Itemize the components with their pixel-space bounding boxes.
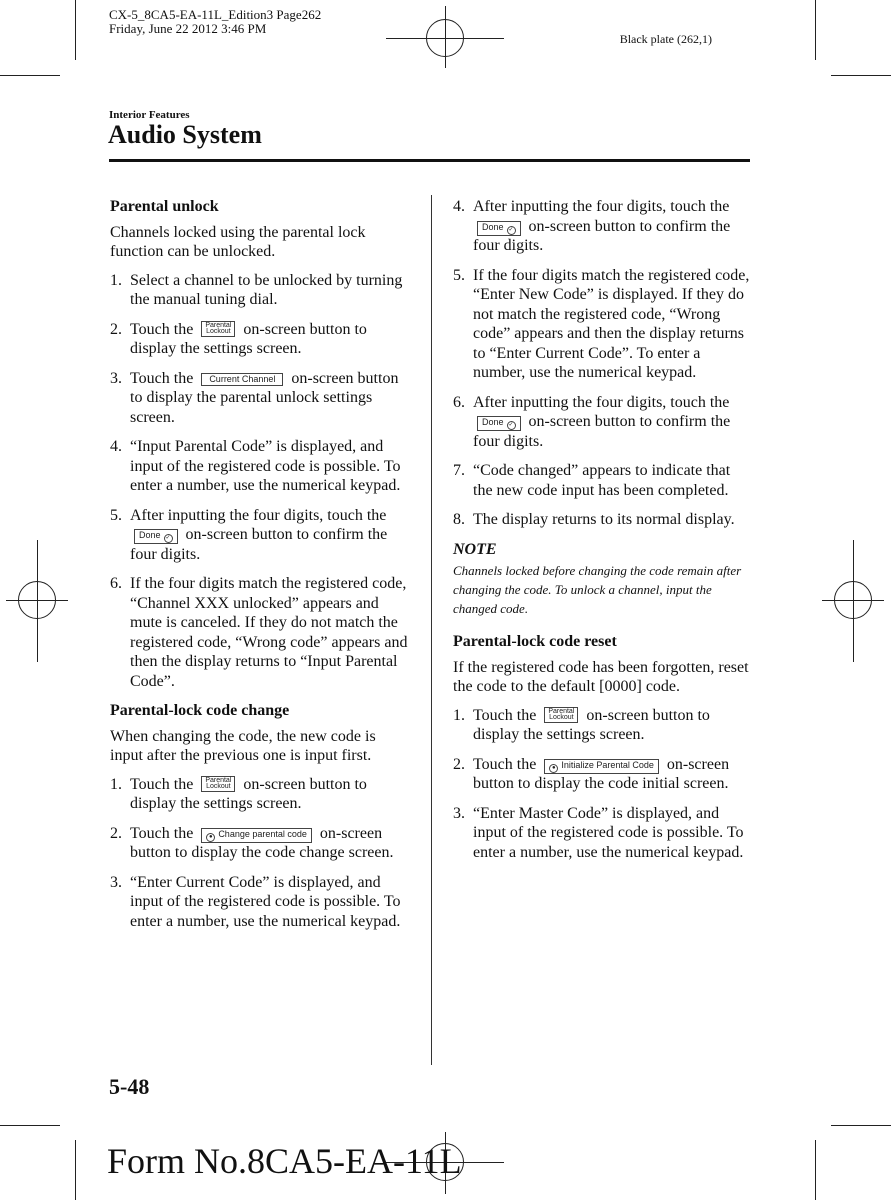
- step-text-part: Touch the: [130, 320, 194, 338]
- button-text: Parental: [205, 776, 232, 784]
- done-button-icon: [477, 416, 521, 431]
- step-number: 2.: [453, 755, 465, 773]
- step-text-part: on-screen button to display the settings screen.: [130, 320, 367, 357]
- step-text: “Code changed” appears to indicate that the new code input has been completed.: [473, 462, 731, 499]
- step-text: [473, 706, 753, 745]
- step-text-part: on-screen button to display the code initial screen.: [473, 755, 730, 792]
- check-icon: ✓: [508, 422, 514, 428]
- column-divider: [431, 195, 432, 1065]
- step-text: “Enter Current Code” is displayed, and input of the registered code is possible. To enter a number, use the numerical keypad.: [130, 873, 401, 930]
- step-text: [130, 320, 410, 359]
- list-item: [453, 197, 753, 256]
- crop-mark: [75, 1140, 76, 1200]
- step-text: [130, 369, 410, 428]
- button-text: Parental: [548, 707, 575, 715]
- parental-lockout-button-icon: [544, 707, 578, 723]
- initialize-parental-code-button-icon: [544, 759, 659, 774]
- list-item: [110, 320, 410, 359]
- button-text: Change parental code: [218, 828, 307, 839]
- step-text: [130, 506, 410, 565]
- step-text: Select a channel to be unlocked by turning the manual tuning dial.: [130, 271, 403, 308]
- plate-label: Black plate (262,1): [619, 32, 712, 46]
- form-number: Form No.8CA5-EA-11L: [107, 1141, 462, 1181]
- heading-code-change: Parental-lock code change: [110, 702, 290, 719]
- step-text-part: Touch the: [130, 369, 194, 387]
- crop-mark: [815, 1140, 816, 1200]
- step-number: 4.: [453, 198, 465, 215]
- radio-dot-icon: ●: [206, 833, 215, 842]
- list-item: [453, 461, 753, 500]
- step-text-part: on-screen button to display the code change screen.: [130, 824, 394, 861]
- step-text-part: Touch the: [473, 706, 537, 724]
- change-steps-continued: [453, 197, 753, 530]
- note-body: Channels locked before changing the code remain after changing the code. To unlock a channel, input the changed code.: [453, 563, 742, 616]
- step-number: 2.: [110, 824, 122, 842]
- list-item: [453, 755, 753, 794]
- step-number: 3.: [110, 873, 122, 891]
- current-channel-button-icon: Current Channel: [201, 373, 283, 386]
- step-number: 5.: [110, 506, 122, 524]
- step-text-part: on-screen button to display the parental unlock settings screen.: [130, 369, 399, 426]
- list-item: [110, 873, 410, 932]
- step-number: 6.: [110, 575, 122, 592]
- change-parental-code-button-icon: [201, 828, 312, 843]
- page-title: Audio System: [108, 120, 262, 149]
- step-text: [473, 197, 753, 256]
- list-item: [110, 775, 410, 814]
- button-text: Done: [139, 530, 161, 540]
- paragraph: If the registered code has been forgotten, reset the code to the default [0000] code.: [453, 658, 749, 695]
- heading-parental-unlock: Parental unlock: [110, 198, 219, 215]
- section-label: Interior Features: [109, 109, 190, 121]
- step-text: [130, 775, 410, 814]
- button-text: Done: [482, 417, 504, 427]
- done-button-icon: [134, 529, 178, 544]
- list-item: [110, 369, 410, 428]
- crop-mark: [831, 1125, 891, 1126]
- step-number: 5.: [453, 266, 465, 284]
- step-number: 4.: [110, 438, 122, 455]
- step-text: “Enter Master Code” is displayed, and input of the registered code is possible. To enter a number, use the numerical keypad.: [473, 804, 744, 861]
- print-job-info: [109, 8, 321, 36]
- step-number: 8.: [453, 511, 465, 528]
- step-text-part: on-screen button to confirm the four digits.: [473, 413, 731, 450]
- step-text-part: Touch the: [130, 775, 194, 793]
- crop-mark: [75, 0, 76, 60]
- unlock-steps: [110, 271, 410, 692]
- change-steps: [110, 775, 410, 932]
- radio-dot-icon: ●: [549, 764, 558, 773]
- crop-mark: [831, 75, 891, 76]
- list-item: [110, 506, 410, 565]
- crop-mark: [815, 0, 816, 60]
- list-item: [110, 824, 410, 863]
- check-icon: ✓: [508, 226, 514, 233]
- step-text-part: on-screen button to confirm the four digits.: [130, 526, 388, 563]
- button-text: Lockout: [549, 713, 574, 721]
- paragraph: Channels locked using the parental lock function can be unlocked.: [110, 223, 366, 260]
- list-item: [453, 706, 753, 745]
- step-text: The display returns to its normal display.: [473, 511, 735, 528]
- step-text-part: Touch the: [473, 755, 537, 773]
- list-item: [453, 266, 753, 383]
- list-item: [110, 437, 410, 496]
- list-item: [110, 574, 410, 691]
- left-column: [110, 197, 410, 941]
- step-number: 1.: [110, 271, 122, 289]
- parental-lockout-button-icon: [201, 321, 235, 337]
- list-item: [110, 271, 410, 310]
- paragraph: When changing the code, the new code is input after the previous one is input first.: [110, 727, 376, 764]
- button-text: Lockout: [206, 327, 231, 335]
- crop-mark: [0, 75, 60, 76]
- step-text-part: on-screen button to display the settings screen.: [130, 775, 367, 812]
- step-number: 3.: [453, 804, 465, 822]
- step-number: 3.: [110, 369, 122, 387]
- crop-mark: [0, 1125, 60, 1126]
- step-number: 2.: [110, 320, 122, 338]
- step-text-part: on-screen button to confirm the four digits.: [473, 217, 731, 254]
- step-text-part: After inputting the four digits, touch the: [130, 506, 387, 524]
- button-text: Done: [482, 221, 504, 232]
- heading-code-reset: Parental-lock code reset: [453, 633, 617, 650]
- check-icon: ✓: [165, 535, 171, 541]
- step-text-part: Touch the: [130, 824, 194, 842]
- parental-lockout-button-icon: [201, 776, 235, 792]
- step-text: If the four digits match the registered code, “Channel XXX unlocked” appears and mute is canceled. If they do not match the registered code, “Wrong code” appears and then the display returns to “Input Parental Code”.: [130, 575, 408, 690]
- step-text: [473, 755, 753, 794]
- title-rule: [109, 159, 750, 162]
- button-text: Initialize Parental Code: [561, 759, 654, 770]
- note-heading: NOTE: [453, 540, 497, 558]
- page-number: 5-48: [109, 1074, 150, 1099]
- button-text: Parental: [205, 321, 232, 329]
- print-job-line: CX-5_8CA5-EA-11L_Edition3 Page262: [109, 7, 322, 22]
- reset-steps: [453, 706, 753, 863]
- step-number: 7.: [453, 462, 465, 479]
- step-number: 6.: [453, 393, 465, 411]
- step-text: “Input Parental Code” is displayed, and input of the registered code is possible. To enter a number, use the numerical keypad.: [130, 438, 401, 494]
- done-button-icon: [477, 221, 521, 236]
- print-job-timestamp: Friday, June 22 2012 3:46 PM: [109, 21, 267, 36]
- right-column: [453, 197, 753, 872]
- step-text: [473, 393, 753, 452]
- step-text: [130, 824, 410, 863]
- list-item: [453, 804, 753, 863]
- step-text-part: After inputting the four digits, touch the: [473, 393, 730, 411]
- list-item: [453, 510, 753, 530]
- step-text-part: on-screen button to display the settings screen.: [473, 706, 710, 743]
- list-item: [453, 393, 753, 452]
- button-text: Lockout: [206, 782, 231, 790]
- step-text-part: After inputting the four digits, touch the: [473, 198, 730, 215]
- step-number: 1.: [110, 775, 122, 793]
- step-text: If the four digits match the registered code, “Enter New Code” is displayed. If they do not match the registered code, “Wrong code” appears and then the display returns to “Enter Current Code”. To enter a number, use the numerical keypad.: [473, 266, 750, 381]
- step-number: 1.: [453, 706, 465, 724]
